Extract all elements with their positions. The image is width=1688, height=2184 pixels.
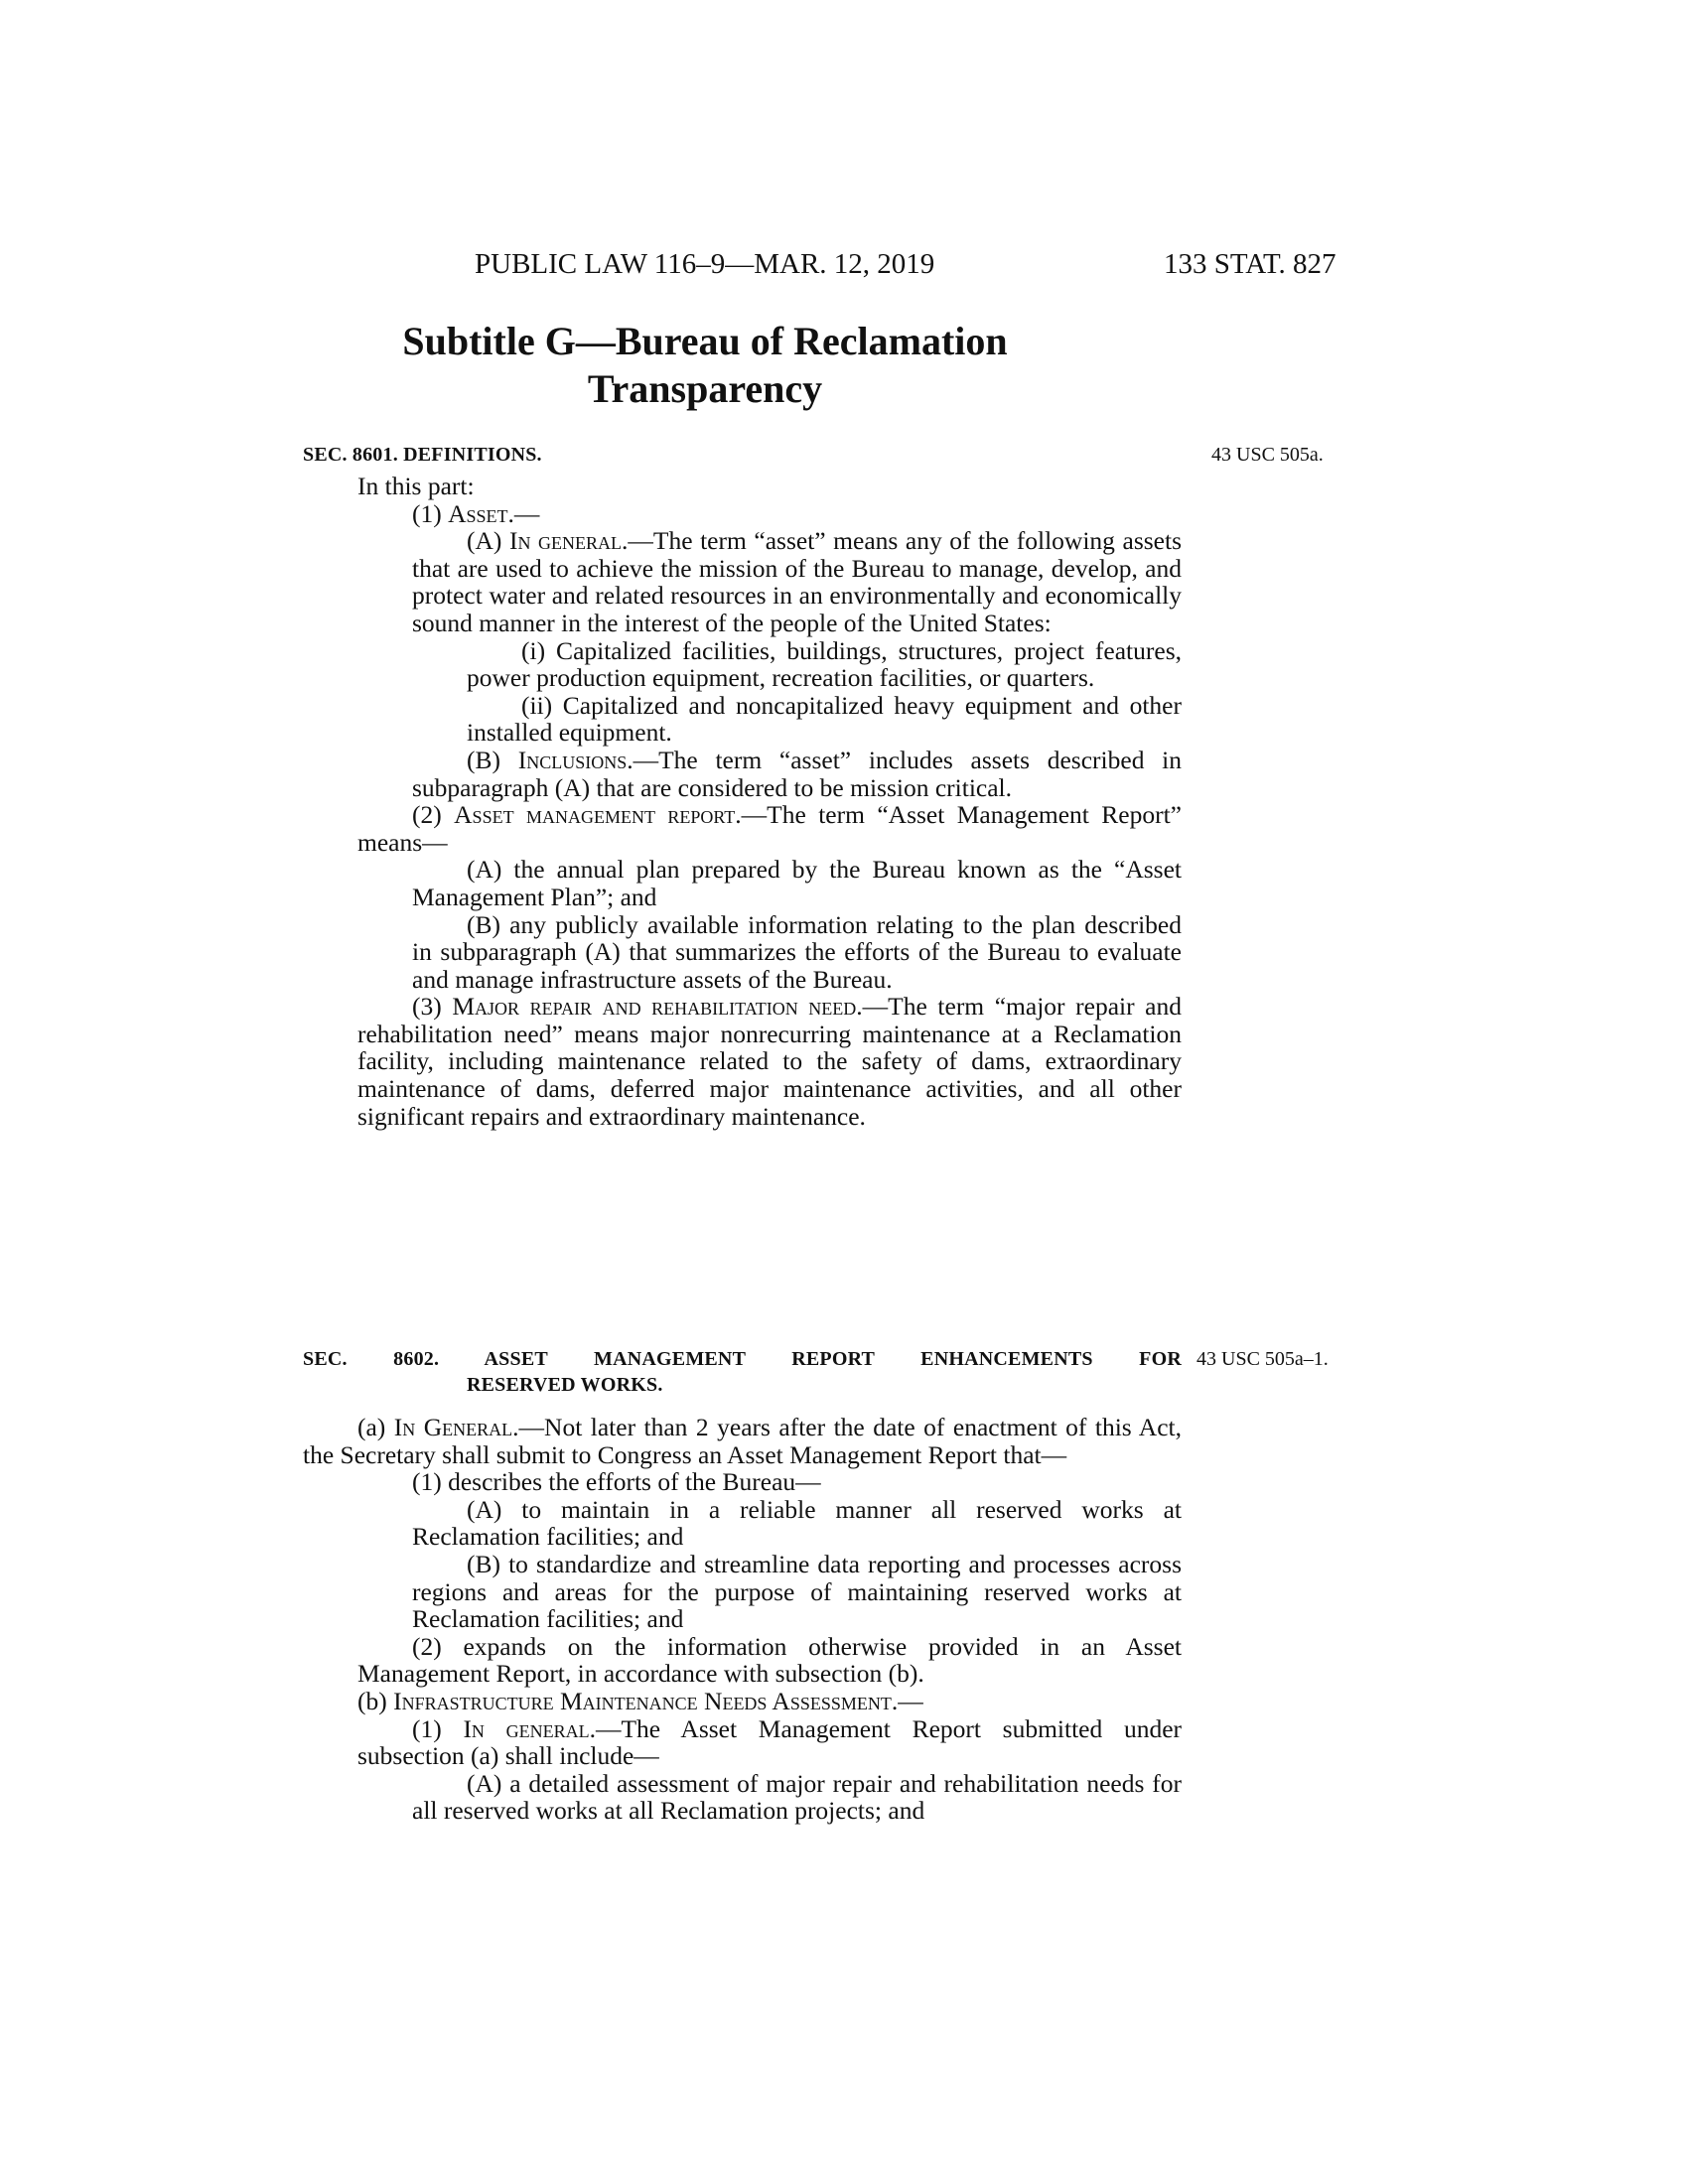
subtitle-line-1: Subtitle G—Bureau of Reclamation [402,319,1008,363]
section-8602-heading-line-2: RESERVED WORKS. [467,1374,663,1396]
paragraph-2a: (A) the annual plan prepared by the Bureau known as the “Asset Management Plan”; and [412,855,1182,911]
paragraph-2b: (B) any publicly available information relating to the plan described in subparagraph (A) that summarizes the efforts of the Bureau to evaluate and manage infrastructure assets of the Bureau. [412,909,1182,994]
paragraph-term: In general [508,526,623,556]
paragraph-term: Inclusions [517,745,628,774]
paragraph-2 [303,801,1182,856]
paragraph-1 [303,500,1182,528]
paragraph-b1a: (A) a detailed assessment of major repair and rehabilitation needs for all reserved works at all Reclamation projects; and [412,1768,1182,1826]
subsection-a [303,1414,1182,1468]
paragraph-label: (b) [357,1686,394,1715]
paragraph-text: .—The term “major repair and rehabilitation need” means major nonrecurring maintenance at a Reclamation facility, including maintenance related to the safety of dams, extraordinary maintenance of dams, deferred major maintenance activities, and all other significant repairs and extraordinary maintenance. [357,992,1183,1131]
section-8601-body [303,473,1182,1130]
paragraph-dash: .— [891,1686,923,1715]
paragraph-a1a: (A) to maintain in a reliable manner all reserved works at Reclamation facilities; and [412,1494,1182,1552]
paragraph-term: Asset [448,498,508,528]
paragraph-a2: (2) expands on the information otherwise provided in an Asset Management Report, in accordance with subsection (b). [357,1631,1182,1689]
paragraph-text: .—The Asset Management Report submitted under subsection (a) shall include— [357,1713,1183,1771]
paragraph-label: (a) [357,1413,394,1441]
paragraph-term: Infrastructure Maintenance Needs Assessment [393,1686,892,1715]
paragraph-term: In general [463,1713,590,1743]
paragraph-1b [303,747,1182,801]
paragraph-label: (B) [467,745,518,774]
paragraph-a1: (1) describes the efforts of the Bureau— [412,1467,821,1497]
paragraph-label: (1) [412,1713,464,1743]
paragraph-label: (1) [412,498,449,528]
paragraph-term: Major repair and rehabilitation need [452,992,857,1022]
paragraph-term: Asset management report [454,800,736,830]
paragraph-1a-i: (i) Capitalized facilities, buildings, structures, project features, power production equipment, recreation facilities, or quarters. [467,635,1182,693]
subtitle-heading [298,318,1112,413]
stat-page-number: 133 STAT. 827 [1164,248,1336,280]
paragraph-b1 [303,1715,1182,1770]
section-8601-margin-note: 43 USC 505a. [1211,444,1324,466]
intro-text: In this part: [357,472,475,500]
paragraph-label: (A) [467,526,509,556]
running-title: PUBLIC LAW 116–9—MAR. 12, 2019 [475,248,935,280]
paragraph-dash: .— [507,498,540,528]
section-8602-body [303,1414,1182,1825]
section-8602-heading-line-1: SEC. 8602. ASSET MANAGEMENT REPORT ENHANCEMENTS FOR [303,1348,1182,1370]
paragraph-1a-ii: (ii) Capitalized and noncapitalized heavy equipment and other installed equipment. [467,690,1182,748]
paragraph-text: .—Not later than 2 years after the date of enactment of this Act, the Secretary shall submit to Congress an Asset Management Report that— [303,1413,1182,1469]
paragraph-label: (3) [412,992,453,1022]
paragraph-text: .—The term “Asset Management Report” means— [357,800,1182,857]
paragraph-a1b: (B) to standardize and streamline data reporting and processes across regions and areas for the purpose of maintaining reserved works at Reclamation facilities; and [412,1549,1182,1634]
paragraph-label: (2) [412,800,455,830]
section-8601-heading: SEC. 8601. DEFINITIONS. [303,444,542,466]
paragraph-1a [303,527,1182,636]
paragraph-text: .—The term “asset” means any of the following assets that are used to achieve the mission of the Bureau to manage, develop, and protect water and related resources in an environmentally and economically sound manner in the interest of the people of the United States: [412,526,1182,637]
paragraph-term: In General [393,1413,513,1441]
subsection-b [303,1688,1182,1715]
running-header [0,248,1688,288]
section-8602-margin-note: 43 USC 505a–1. [1196,1348,1329,1370]
subtitle-line-2: Transparency [587,366,823,411]
paragraph-3 [303,993,1182,1130]
paragraph-text: .—The term “asset” includes assets described in subparagraph (A) that are considered to be mission critical. [412,745,1182,802]
